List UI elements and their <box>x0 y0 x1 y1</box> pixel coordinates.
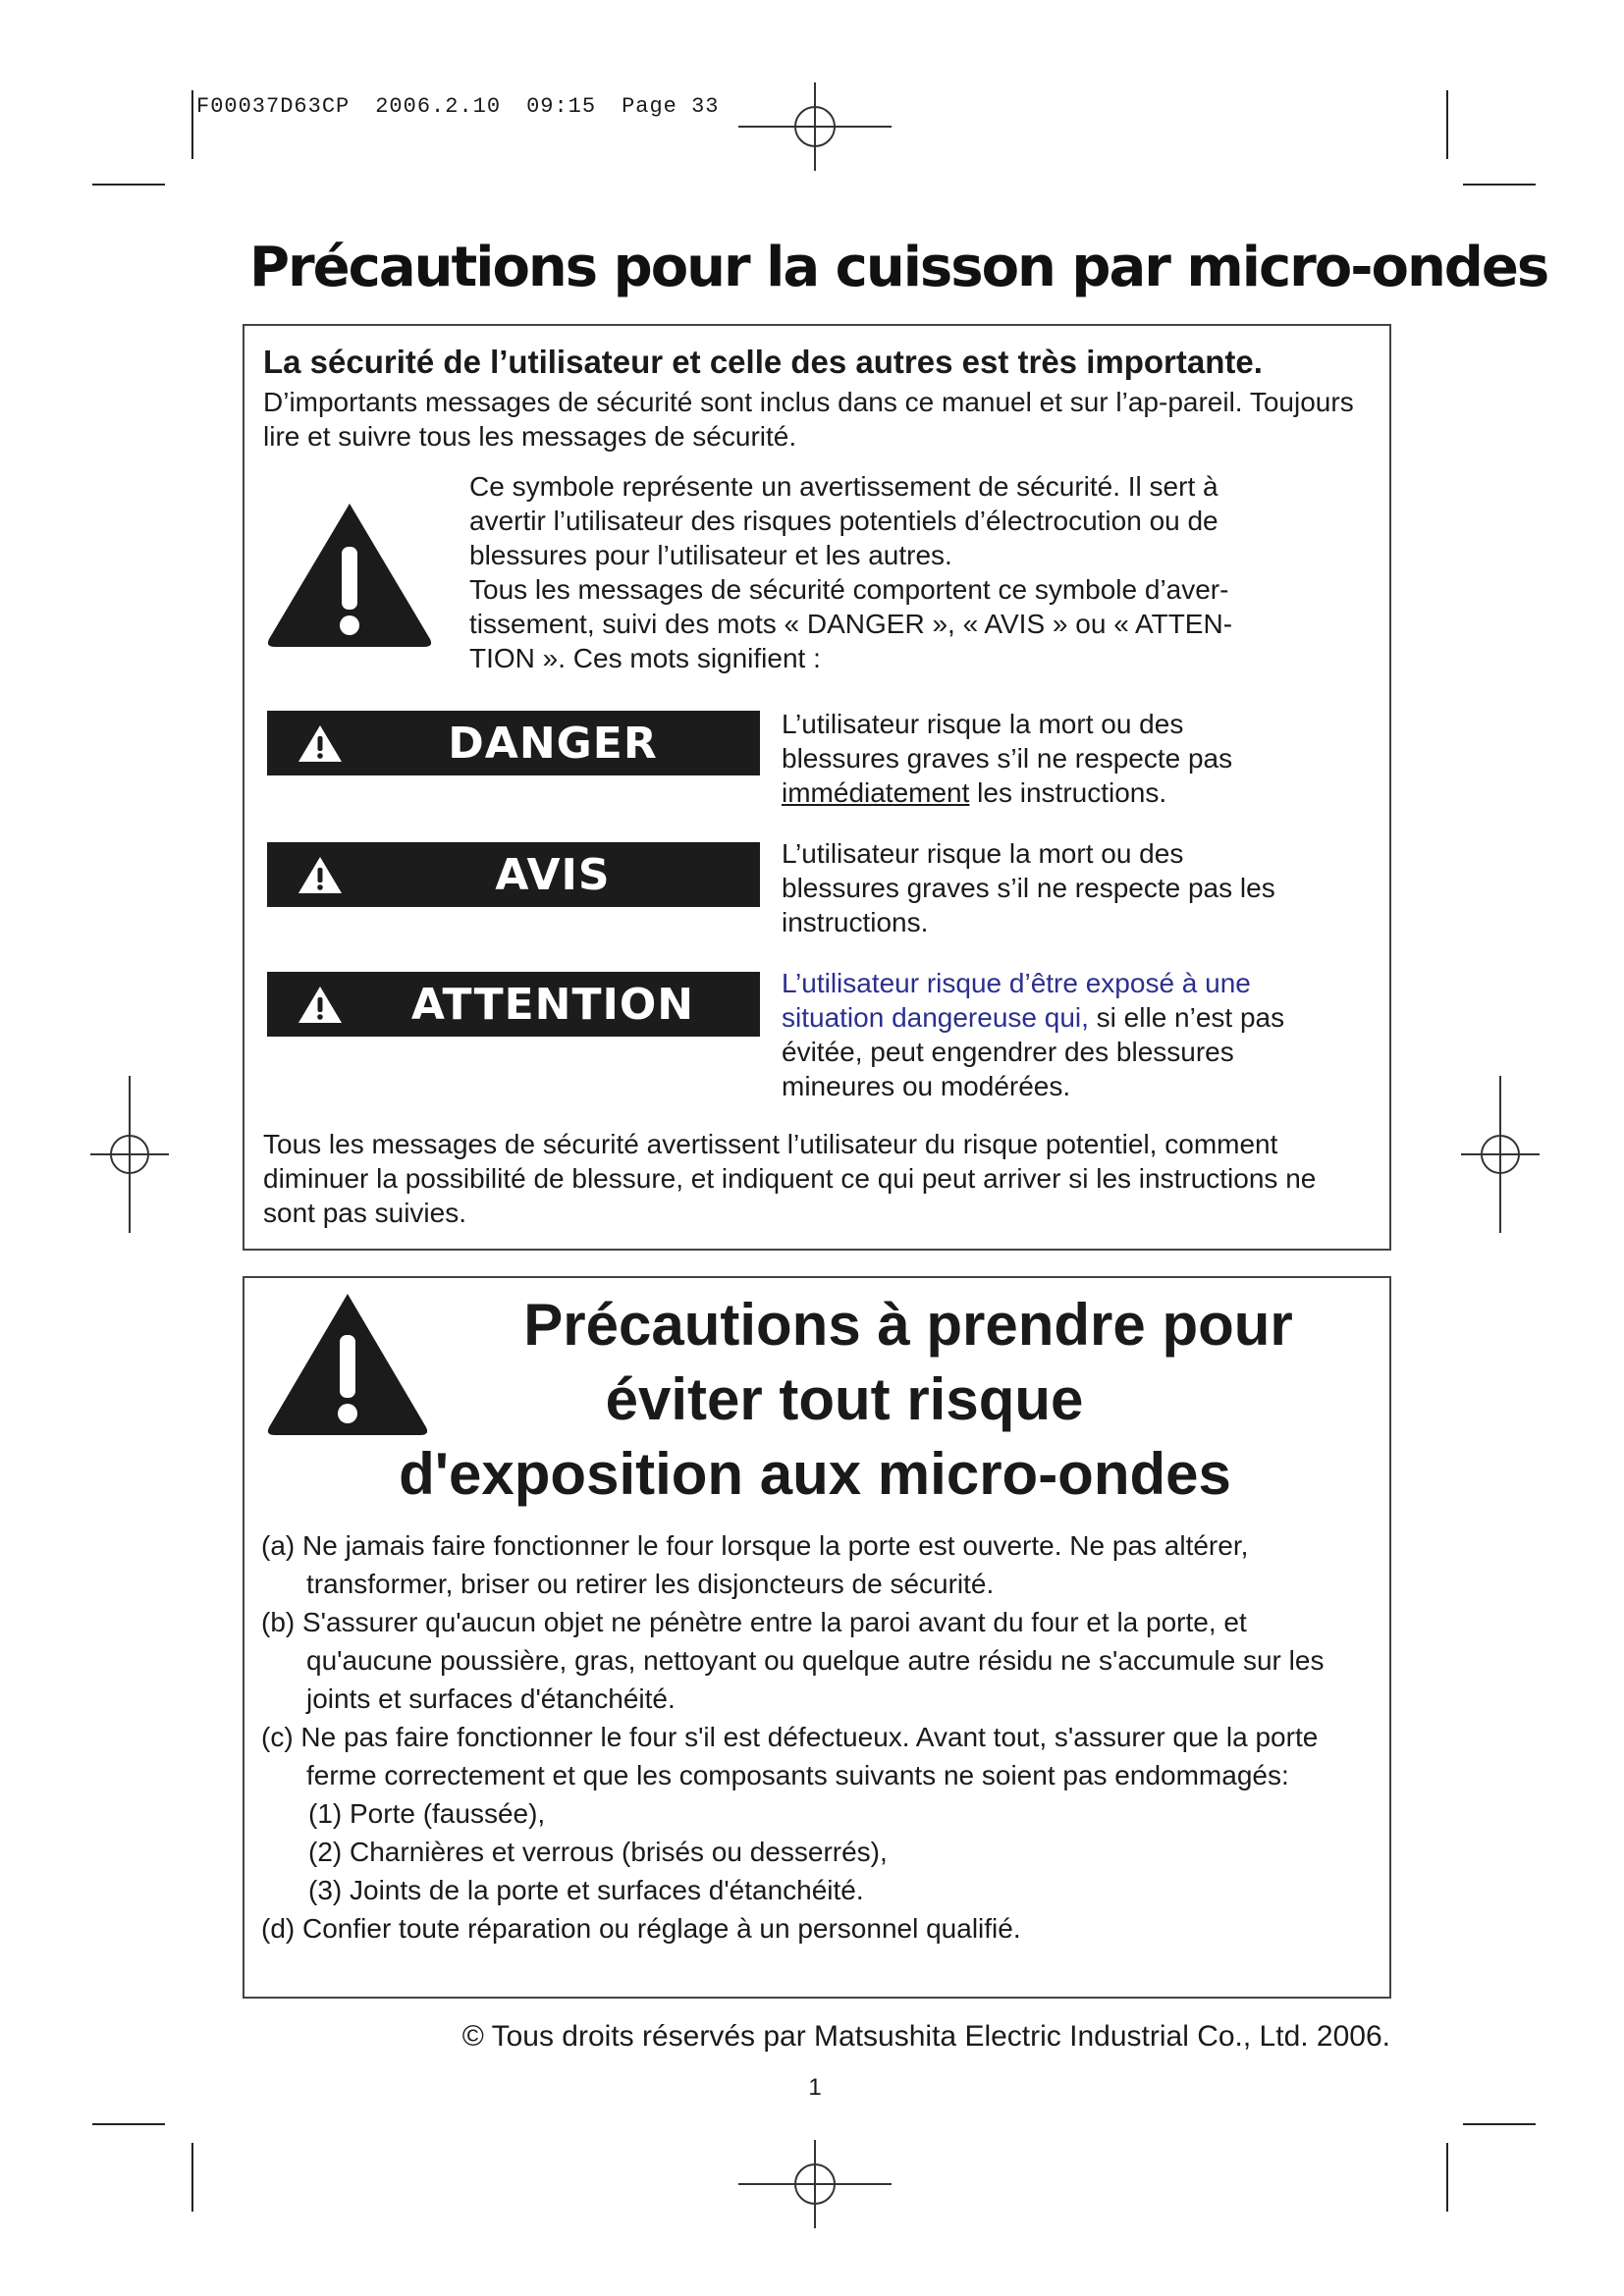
crop-mark <box>92 184 165 186</box>
danger-line: blessures graves s’il ne respecte pas <box>782 743 1233 774</box>
attention-line <box>782 1000 1390 1035</box>
warning-small-icon <box>297 984 344 1025</box>
warning-small-icon <box>297 722 344 764</box>
symbol-line: blessures pour l’utilisateur et les autres. <box>469 540 952 570</box>
list-item: (a) Ne jamais faire fonctionner le four lorsque la porte est ouverte. Ne pas altérer, transformer, briser ou retirer les disjoncteurs de sécurité. <box>261 1530 1249 1599</box>
precautions-title-line: éviter tout risque <box>605 1366 1084 1432</box>
signal-word-danger: DANGER <box>448 719 658 769</box>
avis-line: L’utilisateur risque la mort ou des <box>782 838 1184 869</box>
avis-line: blessures graves s’il ne respecte pas les <box>782 873 1275 903</box>
symbol-line: avertir l’utilisateur des risques potentiels d’électrocution ou de <box>469 506 1218 536</box>
attention-line: évitée, peut engendrer des blessures <box>782 1037 1234 1067</box>
list-subitem: (3) Joints de la porte et surfaces d'étanchéité. <box>308 1875 864 1905</box>
danger-line <box>782 775 1390 810</box>
slug-time: 09:15 <box>526 94 597 119</box>
attention-banner <box>267 972 760 1037</box>
attention-line-tail: si elle n’est pas <box>1088 1002 1285 1033</box>
safety-footer: Tous les messages de sécurité avertissent l’utilisateur du risque potentiel, comment diminuer la possibilité de blessure, et indiquent ce qui peut arriver si les instructions ne sont pas suivies. <box>263 1129 1317 1228</box>
crop-mark <box>1446 90 1448 159</box>
slug-page: Page 33 <box>622 94 720 119</box>
crop-mark <box>92 2123 165 2125</box>
danger-line: L’utilisateur risque la mort ou des <box>782 709 1184 739</box>
page-title: Précautions pour la cuisson par micro-ondes <box>249 236 1548 299</box>
signal-word-avis: AVIS <box>495 850 611 900</box>
crop-mark <box>1463 2123 1536 2125</box>
attention-line: L’utilisateur risque d’être exposé à une <box>782 968 1251 998</box>
slug-date: 2006.2.10 <box>375 94 502 119</box>
signal-word-attention: ATTENTION <box>410 980 695 1030</box>
crop-mark <box>1446 2143 1448 2212</box>
list-item: (c) Ne pas faire fonctionner le four s'il est défectueux. Avant tout, s'assurer que la porte ferme correctement et que les composants suivants ne soient pas endommagés: <box>261 1722 1319 1790</box>
crop-mark <box>1463 184 1536 186</box>
page-number: 1 <box>808 2074 822 2101</box>
safety-intro: D’importants messages de sécurité sont inclus dans ce manuel et sur l’ap-pareil. Toujours lire et suivre tous les messages de sécurité. <box>263 387 1354 452</box>
list-item: (b) S'assurer qu'aucun objet ne pénètre entre la paroi avant du four et la porte, et qu'aucune poussière, gras, nettoyant ou quelque autre résidu ne s'accumule sur les joints et surfaces d'étanchéité. <box>261 1607 1325 1714</box>
slug-code: F00037D63CP <box>196 94 351 119</box>
symbol-line: Tous les messages de sécurité comportent ce symbole d’aver- <box>469 574 1229 605</box>
warning-triangle-icon <box>263 496 436 651</box>
avis-line: instructions. <box>782 907 929 937</box>
avis-description <box>782 836 1390 939</box>
symbol-line: tissement, suivi des mots « DANGER », « AVIS » ou « ATTEN- <box>469 609 1233 639</box>
emphasis-immediately: immédiatement <box>782 777 970 808</box>
precautions-title-line: Précautions à prendre pour <box>523 1292 1293 1358</box>
list-subitem: (1) Porte (faussée), <box>308 1798 546 1829</box>
symbol-explanation <box>469 469 1378 675</box>
copyright: © Tous droits réservés par Matsushita Electric Industrial Co., Ltd. 2006. <box>461 2020 1390 2053</box>
avis-banner <box>267 842 760 907</box>
registration-mark-bottom <box>738 2140 892 2228</box>
list-item: (d) Confier toute réparation ou réglage à un personnel qualifié. <box>261 1913 1021 1944</box>
registration-mark-top <box>738 82 892 171</box>
attention-description <box>782 966 1390 1103</box>
precautions-title-line: d'exposition aux micro-ondes <box>399 1441 1231 1507</box>
symbol-line: TION ». Ces mots signifient : <box>469 643 821 673</box>
warning-small-icon <box>297 854 344 895</box>
danger-banner <box>267 711 760 775</box>
danger-line-tail: les instructions. <box>969 777 1167 808</box>
registration-mark-left <box>90 1076 169 1233</box>
crop-mark <box>191 90 193 159</box>
precautions-title <box>255 1288 1375 1512</box>
attention-blue-text: situation dangereuse qui, <box>782 1002 1089 1033</box>
danger-description <box>782 707 1390 810</box>
safety-heading: La sécurité de l’utilisateur et celle des autres est très importante. <box>263 344 1263 380</box>
print-slug <box>196 94 745 119</box>
attention-line: mineures ou modérées. <box>782 1071 1071 1101</box>
registration-mark-right <box>1461 1076 1540 1233</box>
list-subitem: (2) Charnières et verrous (brisés ou desserrés), <box>308 1837 888 1867</box>
symbol-line: Ce symbole représente un avertissement de sécurité. Il sert à <box>469 471 1218 502</box>
crop-mark <box>191 2143 193 2212</box>
precautions-list <box>261 1526 1371 1948</box>
